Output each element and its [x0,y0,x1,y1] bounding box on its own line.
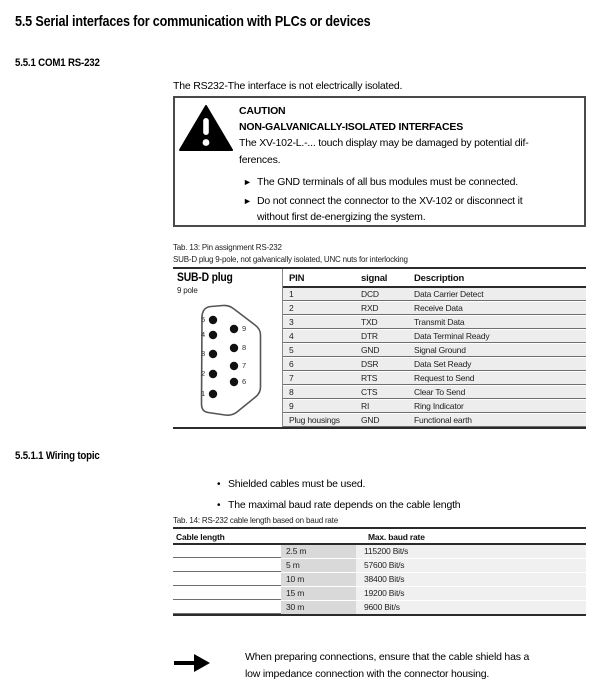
connector-pin-label: 9 [242,324,246,333]
pin-table-body [283,269,586,427]
connector-pin-label: 6 [242,377,246,386]
empty-cell [173,573,281,586]
pin-table-left-cell [173,269,283,427]
caution-box [173,96,586,227]
caution-bullet [239,174,581,191]
pin-table-header-description: Description [414,273,465,284]
empty-cell [173,601,281,614]
pin-table-left-header: SUB-D plug [177,272,233,284]
caution-bullet-text: Do not connect the connector to the XV-102 or disconnect it [257,194,523,207]
pin-table-row [283,288,586,301]
baud-cell: 9600 Bit/s [356,601,586,614]
cable-table-header-baud: Max. baud rate [368,532,425,542]
description-cell: Functional earth [414,415,472,425]
baud-cell: 115200 Bit/s [356,545,586,558]
pin-cell: 8 [289,387,294,397]
connector-pin-dot [230,344,238,352]
connector-pin-dot [209,316,217,324]
cable-table-row [173,587,586,600]
bullet-dot-icon: • [217,500,221,511]
connector-pin-label: 1 [201,389,205,398]
note-line: When preparing connections, ensure that the cable shield has a [245,651,530,663]
caution-body-line: ferences. [239,154,281,166]
connector-pin-dot [209,370,217,378]
caution-subtitle: NON-GALVANICALLY-ISOLATED INTERFACES [239,121,464,133]
wiring-bullet [217,474,460,495]
pin-table-header-row [283,269,586,288]
signal-cell: RTS [361,373,378,383]
connector-pin-label: 7 [242,361,246,370]
length-cell: 15 m [281,587,356,600]
description-cell: Signal Ground [414,345,466,355]
caution-bullet-text: The GND terminals of all bus modules must be connected. [257,176,518,188]
wiring-bullet [217,495,460,516]
pin-table-row [283,372,586,385]
baud-cell: 57600 Bit/s [356,559,586,572]
wiring-bullet-text: The maximal baud rate depends on the cable length [228,499,461,511]
caution-body-line: The XV-102-L.-... touch display may be damaged by potential dif- [239,137,529,149]
connector-pin-label: 2 [201,369,205,378]
length-cell: 2.5 m [281,545,356,558]
description-cell: Data Carrier Detect [414,289,484,299]
connector-pin-dot [230,325,238,333]
pin-table-row [283,400,586,413]
signal-cell: GND [361,345,380,355]
cable-table-header-length: Cable length [176,532,225,542]
length-cell: 30 m [281,601,356,614]
pin-cell: 7 [289,373,294,383]
cable-length-table [173,527,586,616]
connector-pin-dot [209,390,217,398]
page-title: 5.5 Serial interfaces for communication with PLCs or devices [15,13,371,30]
connector-pin-dot [230,362,238,370]
table13-caption-line2: SUB-D plug 9-pole, not galvanically isolated, UNC nuts for interlocking [173,255,408,264]
pin-cell: 5 [289,345,294,355]
caution-bullet-text: without first de-energizing the system. [257,211,426,223]
warning-triangle-icon [179,105,233,157]
pin-assignment-table [173,267,586,429]
wiring-bullet-text: Shielded cables must be used. [228,478,366,490]
cable-table-row [173,559,586,572]
pin-table-row [283,344,586,357]
baud-cell: 19200 Bit/s [356,587,586,600]
signal-cell: DSR [361,359,379,369]
bullet-dot-icon: • [217,479,221,490]
caution-title: CAUTION [239,105,286,117]
signal-cell: GND [361,415,380,425]
table13-caption-line1: Tab. 13: Pin assignment RS-232 [173,243,282,252]
description-cell: Data Set Ready [414,359,472,369]
pin-cell: 3 [289,317,294,327]
description-cell: Ring Indicator [414,401,464,411]
description-cell: Clear To Send [414,387,466,397]
signal-cell: RXD [361,303,379,313]
cable-table-row [173,545,586,558]
empty-cell [173,545,281,558]
wiring-bullet-list [217,474,460,516]
signal-cell: DTR [361,331,378,341]
section-heading-com1: 5.5.1 COM1 RS-232 [15,57,100,69]
connector-pin-label: 3 [201,349,205,358]
intro-paragraph: The RS232-The interface is not electrically isolated. [173,80,403,92]
length-cell: 5 m [281,559,356,572]
description-cell: Receive Data [414,303,463,313]
right-triangle-bullet-icon: ► [243,195,252,206]
pin-cell: 9 [289,401,294,411]
pin-table-header-pin: PIN [289,273,305,284]
pin-cell: 1 [289,289,294,299]
right-triangle-bullet-icon: ► [243,177,252,187]
baud-cell: 38400 Bit/s [356,573,586,586]
connector-pin-label: 8 [242,343,246,352]
connector-pin-dot [230,378,238,386]
signal-cell: CTS [361,387,378,397]
table14-caption: Tab. 14: RS-232 cable length based on baud rate [173,516,338,525]
signal-cell: TXD [361,317,378,327]
cable-table-header-row [173,529,586,545]
signal-cell: RI [361,401,370,411]
section-heading-wiring: 5.5.1.1 Wiring topic [15,450,100,462]
pin-cell: Plug housings [289,415,340,425]
empty-cell [173,587,281,600]
pin-table-row [283,358,586,371]
pin-table-row [283,316,586,329]
cable-table-row [173,573,586,586]
signal-cell: DCD [361,289,379,299]
pin-table-left-subheader: 9 pole [177,286,198,295]
description-cell: Request to Send [414,373,475,383]
cable-table-row [173,601,586,614]
connector-pin-dot [209,350,217,358]
connector-pin-label: 5 [201,315,205,324]
empty-cell [173,559,281,572]
length-cell: 10 m [281,573,356,586]
arrow-right-icon [173,652,211,679]
note-line: low impedance connection with the connector housing. [245,668,490,680]
connector-pin-label: 4 [201,330,205,339]
pin-table-row [283,414,586,427]
pin-cell: 2 [289,303,294,313]
pin-table-row [283,330,586,343]
connector-pin-dot [209,331,217,339]
dsub-connector-diagram [195,302,267,427]
description-cell: Transmit Data [414,317,465,327]
pin-table-row [283,386,586,399]
pin-table-header-signal: signal [361,273,388,284]
note-text [245,649,529,683]
pin-cell: 6 [289,359,294,369]
pin-cell: 4 [289,331,294,341]
pin-table-row [283,302,586,315]
caution-bullet [239,193,581,226]
description-cell: Data Terminal Ready [414,331,490,341]
